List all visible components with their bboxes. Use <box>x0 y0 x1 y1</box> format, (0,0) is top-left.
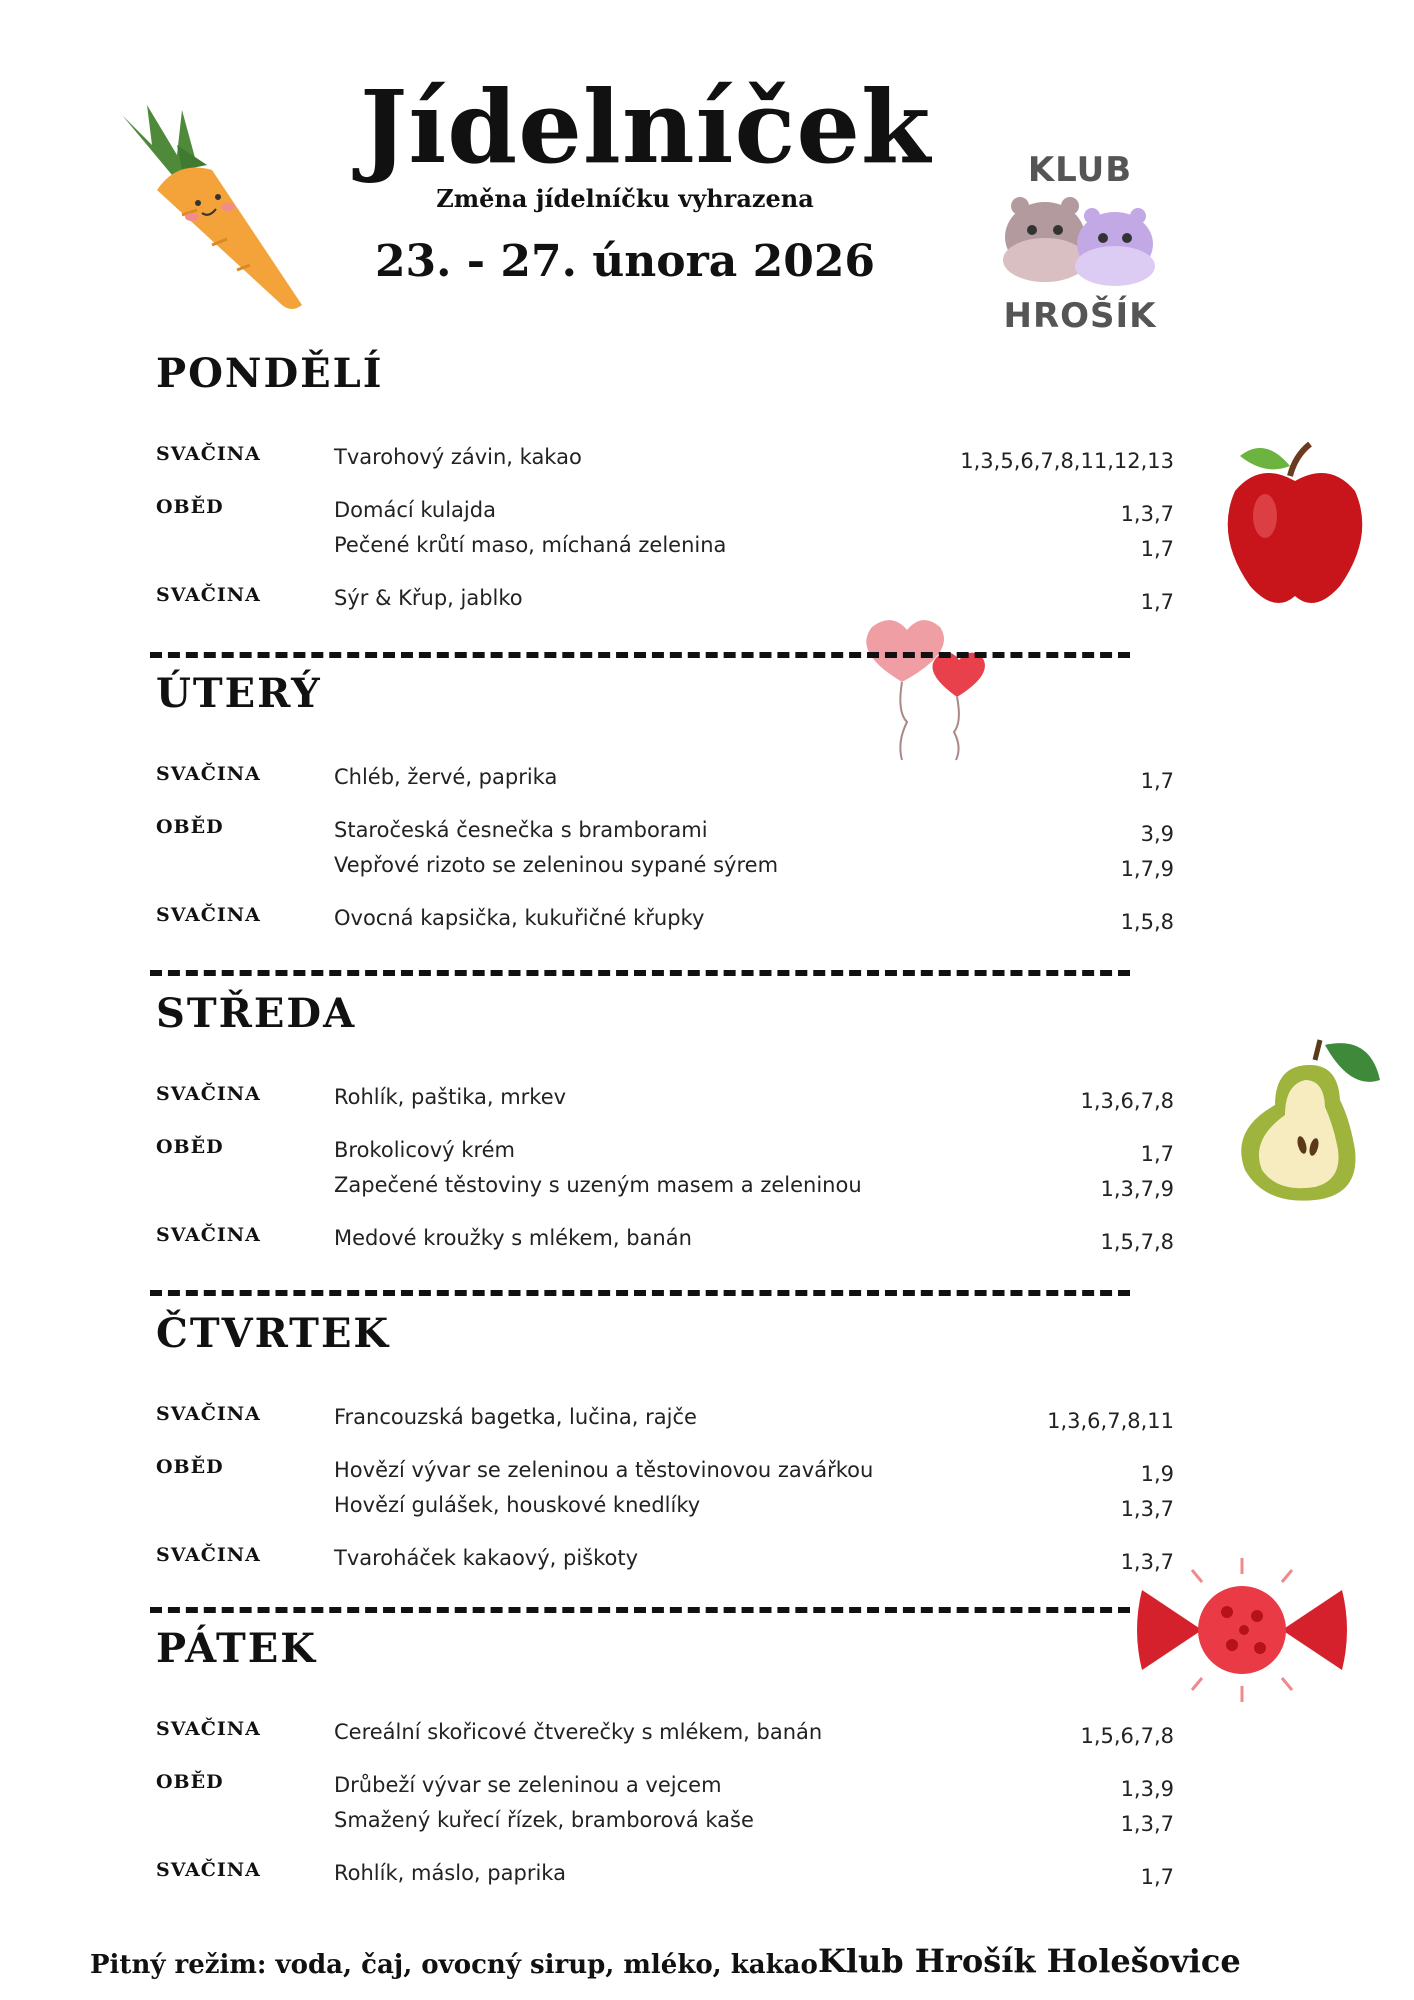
day-heading: ÚTERÝ <box>156 670 322 717</box>
meal-label: SVAČINA <box>156 584 261 606</box>
menu-subtitle: Změna jídelníčku vyhrazena <box>436 184 814 213</box>
day-heading: STŘEDA <box>156 990 357 1037</box>
section-divider <box>150 970 1130 976</box>
dish-name: Francouzská bagetka, lučina, rajče <box>334 1405 697 1429</box>
drinks-note: Pitný režim: voda, čaj, ovocný sirup, mléko, kakao <box>90 1950 818 1980</box>
meal-label: SVAČINA <box>156 763 261 785</box>
meal-label: OBĚD <box>156 816 224 838</box>
allergen-codes: 1,3,7 <box>1120 1550 1174 1574</box>
meal-label: SVAČINA <box>156 1224 261 1246</box>
dish-name: Hovězí vývar se zeleninou a těstovinovou zavářkou <box>334 1458 874 1482</box>
dish-name: Pečené krůtí maso, míchaná zelenina <box>334 533 727 557</box>
allergen-codes: 1,7 <box>1140 1865 1174 1889</box>
dish-name: Chléb, žervé, paprika <box>334 765 558 789</box>
dish-name: Brokolicový krém <box>334 1138 515 1162</box>
allergen-codes: 1,7,9 <box>1120 857 1174 881</box>
allergen-codes: 1,3,6,7,8,11 <box>1047 1409 1174 1433</box>
logo-text-hrosik: HROŠÍK <box>1003 296 1157 336</box>
allergen-codes: 1,3,5,6,7,8,11,12,13 <box>960 449 1174 473</box>
dish-name: Rohlík, paštika, mrkev <box>334 1085 567 1109</box>
club-name: Klub Hrošík Holešovice <box>818 1942 1241 1980</box>
dish-name: Ovocná kapsička, kukuřičné křupky <box>334 906 705 930</box>
allergen-codes: 1,5,7,8 <box>1100 1230 1174 1254</box>
allergen-codes: 1,9 <box>1140 1462 1174 1486</box>
allergen-codes: 1,3,7 <box>1120 502 1174 526</box>
dish-name: Drůbeží vývar se zeleninou a vejcem <box>334 1773 722 1797</box>
apple-icon <box>1220 436 1370 611</box>
allergen-codes: 1,3,6,7,8 <box>1080 1089 1174 1113</box>
dish-name: Vepřové rizoto se zeleninou sypané sýrem <box>334 853 779 877</box>
candy-icon <box>1132 1550 1352 1710</box>
dish-name: Tvaroháček kakaový, piškoty <box>334 1546 639 1570</box>
section-divider <box>150 652 1130 658</box>
dish-name: Hovězí gulášek, houskové knedlíky <box>334 1493 701 1517</box>
allergen-codes: 1,7 <box>1140 1142 1174 1166</box>
day-heading: ČTVRTEK <box>156 1310 391 1357</box>
allergen-codes: 1,7 <box>1140 537 1174 561</box>
allergen-codes: 1,7 <box>1140 769 1174 793</box>
meal-label: OBĚD <box>156 1456 224 1478</box>
balloons-icon <box>862 612 1002 762</box>
dish-name: Smažený kuřecí řízek, bramborová kaše <box>334 1808 754 1832</box>
carrot-icon <box>112 105 312 315</box>
menu-title: Jídelníček <box>360 68 932 186</box>
section-divider <box>150 1290 1130 1296</box>
meal-label: SVAČINA <box>156 1859 261 1881</box>
allergen-codes: 3,9 <box>1140 822 1174 846</box>
meal-label: SVAČINA <box>156 443 261 465</box>
day-heading: PÁTEK <box>156 1625 318 1672</box>
dish-name: Tvarohový závin, kakao <box>334 445 582 469</box>
allergen-codes: 1,7 <box>1140 590 1174 614</box>
meal-label: OBĚD <box>156 1136 224 1158</box>
allergen-codes: 1,3,7 <box>1120 1812 1174 1836</box>
dish-name: Domácí kulajda <box>334 498 496 522</box>
hippo-logo <box>1000 192 1170 292</box>
pear-icon <box>1230 1035 1390 1205</box>
logo-text-klub: KLUB <box>1027 150 1133 190</box>
dish-name: Rohlík, máslo, paprika <box>334 1861 566 1885</box>
meal-label: SVAČINA <box>156 1083 261 1105</box>
dish-name: Cereální skořicové čtverečky s mlékem, banán <box>334 1720 823 1744</box>
meal-label: SVAČINA <box>156 904 261 926</box>
meal-label: SVAČINA <box>156 1403 261 1425</box>
meal-label: OBĚD <box>156 496 224 518</box>
menu-dates: 23. - 27. února 2026 <box>374 236 876 287</box>
dish-name: Zapečené těstoviny s uzeným masem a zeleninou <box>334 1173 862 1197</box>
day-heading: PONDĚLÍ <box>156 350 384 397</box>
allergen-codes: 1,3,9 <box>1120 1777 1174 1801</box>
allergen-codes: 1,3,7 <box>1120 1497 1174 1521</box>
allergen-codes: 1,3,7,9 <box>1100 1177 1174 1201</box>
meal-label: OBĚD <box>156 1771 224 1793</box>
allergen-codes: 1,5,8 <box>1120 910 1174 934</box>
dish-name: Sýr & Křup, jablko <box>334 586 523 610</box>
meal-label: SVAČINA <box>156 1544 261 1566</box>
dish-name: Medové kroužky s mlékem, banán <box>334 1226 692 1250</box>
dish-name: Staročeská česnečka s bramborami <box>334 818 708 842</box>
allergen-codes: 1,5,6,7,8 <box>1080 1724 1174 1748</box>
meal-label: SVAČINA <box>156 1718 261 1740</box>
section-divider <box>150 1607 1130 1613</box>
